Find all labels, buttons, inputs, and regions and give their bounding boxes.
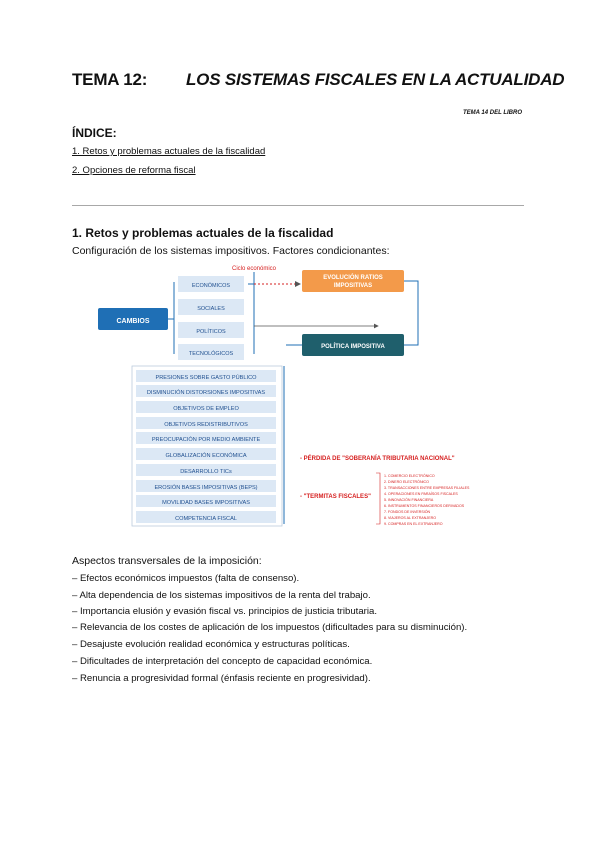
- factor-item-3: OBJETIVOS DE EMPLEO: [173, 406, 239, 412]
- termitas-item-7: 7. FONDOS DE INVERSIÓN: [384, 510, 431, 514]
- index-heading: ÍNDICE:: [72, 126, 117, 140]
- change-label-politicos: POLÍTICOS: [196, 329, 226, 335]
- factor-item-6: GLOBALIZACIÓN ECONÓMICA: [165, 453, 247, 459]
- topic-number: TEMA 12:: [72, 70, 148, 89]
- evolucion-label: EVOLUCIÓN RATIOS IMPOSITIVAS: [323, 275, 383, 289]
- termitas-item-9: 9. COMPRAS EN EL EXTRANJERO: [384, 522, 443, 526]
- termitas-item-8: 8. VIAJEROS AL EXTRANJERO: [384, 516, 436, 520]
- index-link-1[interactable]: 1. Retos y problemas actuales de la fiscalidad: [72, 146, 266, 157]
- aspect-item-7: – Renuncia a progresividad formal (énfasis reciente en progresividad).: [72, 673, 371, 684]
- factor-item-7: DESARROLLO TICs: [180, 469, 232, 475]
- aspect-item-5: – Desajuste evolución realidad económica y estructuras políticas.: [72, 639, 350, 650]
- termitas-item-1: 1. COMERCIO ELECTRÓNICO: [384, 474, 435, 478]
- soberania-label: - PÉRDIDA DE "SOBERANÍA TRIBUTARIA NACIONAL": [300, 456, 455, 462]
- factor-item-5: PREOCUPACIÓN POR MEDIO AMBIENTE: [151, 437, 261, 443]
- cambios-label: CAMBIOS: [116, 318, 150, 325]
- aspects-heading: Aspectos transversales de la imposición:: [72, 555, 262, 567]
- index-link-2[interactable]: 2. Opciones de reforma fiscal: [72, 165, 196, 176]
- factor-item-4: OBJETIVOS REDISTRIBUTIVOS: [164, 422, 248, 428]
- change-label-tecnologicos: TECNOLÓGICOS: [188, 351, 234, 357]
- termitas-label: - "TERMITAS FISCALES": [300, 494, 371, 500]
- termitas-item-5: 5. INNOVACIÓN FINANCIERA: [384, 498, 434, 502]
- aspect-item-2: – Alta dependencia de los sistemas impositivos de la renta del trabajo.: [72, 590, 371, 601]
- factors-list: [136, 370, 276, 523]
- termitas-item-2: 2. DINERO ELECTRÓNICO: [384, 480, 429, 484]
- aspect-item-3: – Importancia elusión y evasión fiscal vs. principios de justicia tributaria.: [72, 606, 378, 617]
- termitas-item-4: 4. OPERACIONES EN PARAÍSOS FISCALES: [384, 492, 458, 496]
- topic-title: LOS SISTEMAS FISCALES EN LA ACTUALIDAD: [186, 70, 565, 89]
- section-intro: Configuración de los sistemas impositivos. Factores condicionantes:: [72, 245, 390, 257]
- section-divider: [72, 205, 524, 206]
- termitas-list: [384, 473, 470, 526]
- factor-item-8: EROSIÓN BASES IMPOSITIVAS (BEPS): [154, 485, 258, 491]
- section-heading: 1. Retos y problemas actuales de la fiscalidad: [72, 226, 334, 240]
- factor-item-2: DISMINUCIÓN DISTORSIONES IMPOSITIVAS: [146, 390, 266, 396]
- change-label-economicos: ECONÓMICOS: [191, 283, 231, 289]
- aspect-item-6: – Dificultades de interpretación del concepto de capacidad económica.: [72, 656, 373, 667]
- factor-item-9: MOVILIDAD BASES IMPOSITIVAS: [162, 500, 250, 506]
- politica-label: POLÍTICA IMPOSITIVA: [321, 344, 385, 350]
- factor-item-10: COMPETENCIA FISCAL: [175, 516, 237, 522]
- aspect-item-1: – Efectos económicos impuestos (falta de consenso).: [72, 573, 300, 584]
- change-label-sociales: SOCIALES: [197, 306, 225, 312]
- factors-diagram: [96, 262, 516, 532]
- change-types: [178, 276, 244, 360]
- book-reference: TEMA 14 DEL LIBRO: [462, 110, 522, 116]
- ciclo-label: Ciclo económico: [232, 266, 277, 272]
- termitas-item-3: 3. TRANSACCIONES ENTRE EMPRESAS FILIALES: [384, 486, 470, 490]
- termitas-item-6: 6. INSTRUMENTOS FINANCIEROS DERIVADOS: [384, 504, 465, 508]
- factor-item-1: PRESIONES SOBRE GASTO PÚBLICO: [155, 375, 257, 381]
- aspect-item-4: – Relevancia de los costes de aplicación de los impuestos (dificultades para su disminución).: [72, 622, 468, 633]
